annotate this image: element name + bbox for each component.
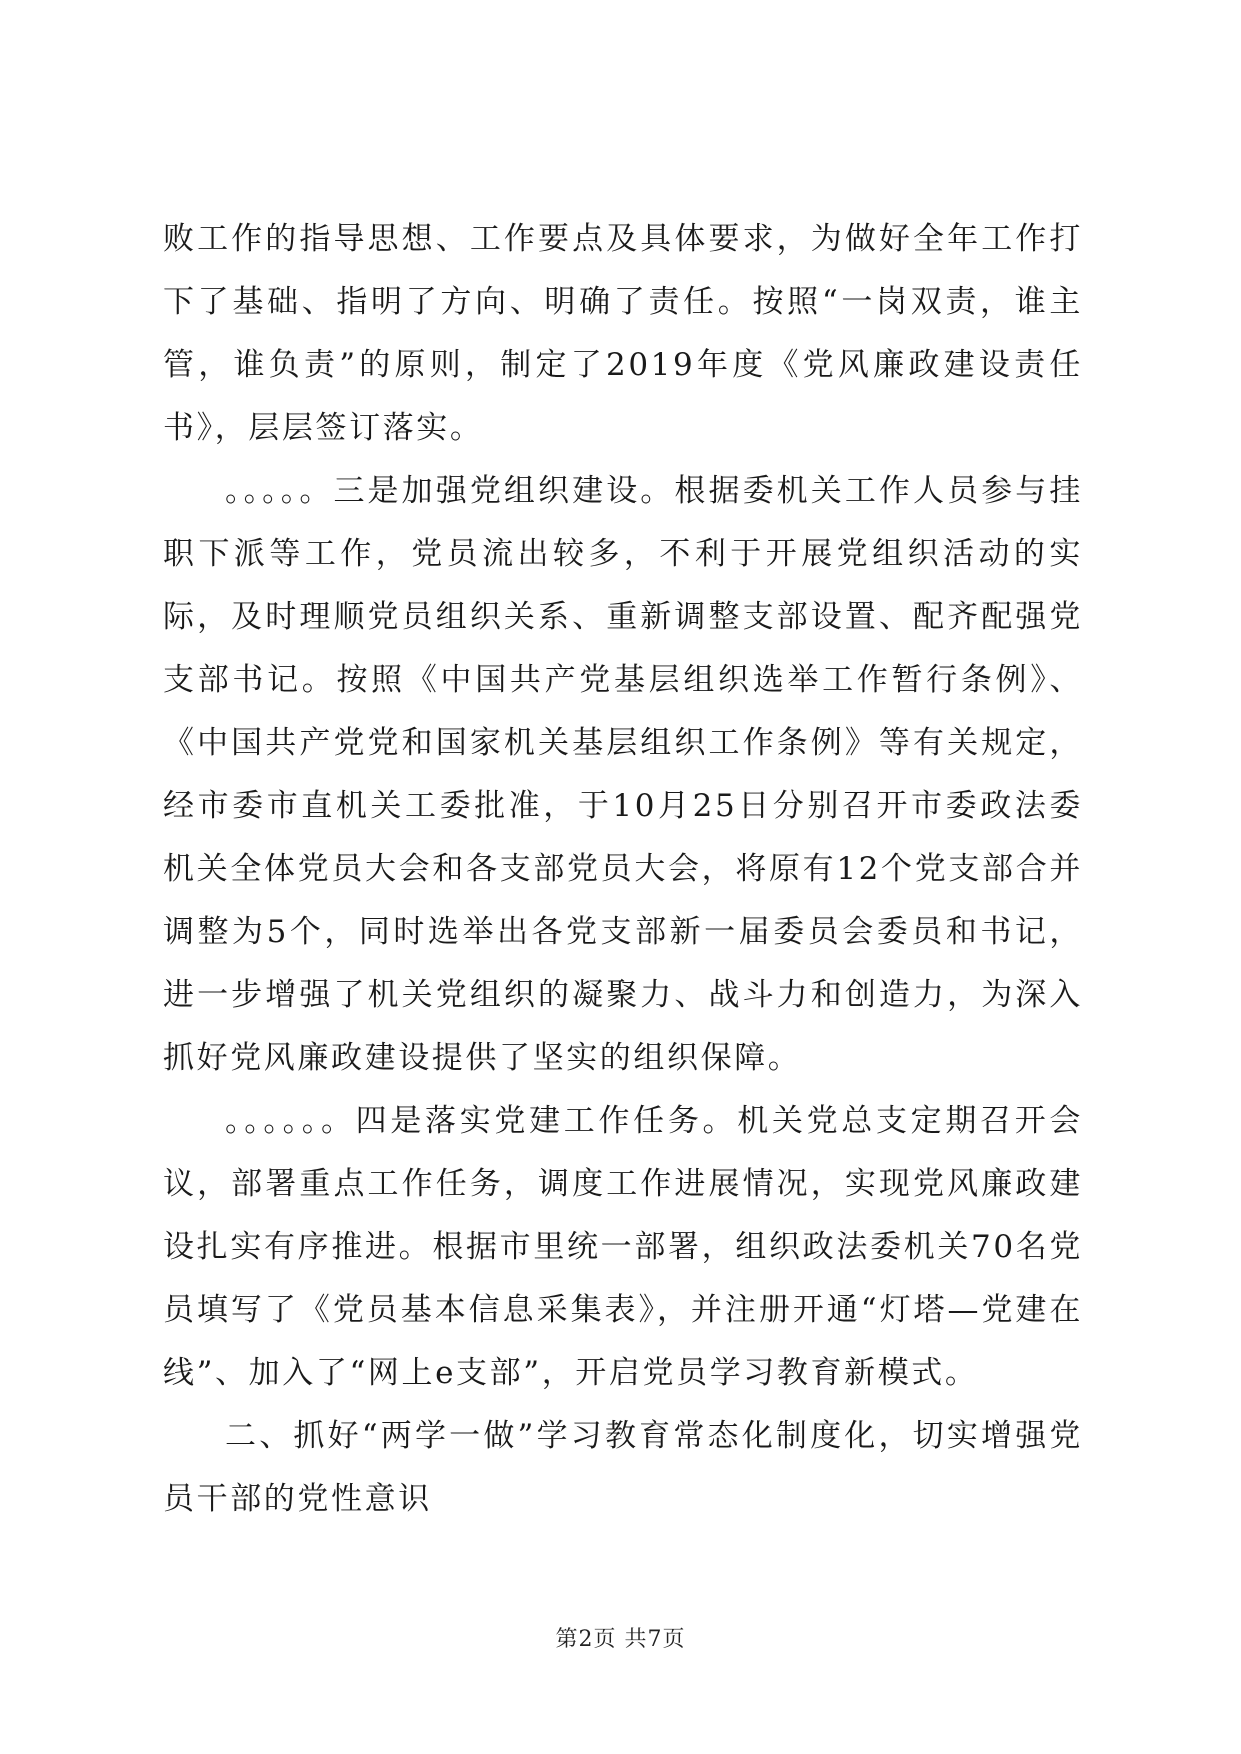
paragraph-continuation: 败工作的指导思想、工作要点及具体要求，为做好全年工作打下了基础、指明了方向、明确了责任。按照“一岗双责，谁主管，谁负责”的原则，制定了2019年度《党风廉政建设责任书》，层层签订落实。 xyxy=(163,221,1083,446)
paragraph-party-organization: 。。。。。三是加强党组织建设。根据委机关工作人员参与挂职下派等工作，党员流出较多，不利于开展党组织活动的实际，及时理顺党员组织关系、重新调整支部设置、配齐配强党支部书记。按照《中国共产党基层组织选举工作暂行条例》、《中国共产党党和国家机关基层组织工作条例》等有关规定，经市委市直机关工委批准，于10月25日分别召开市委政法委机关全体党员大会和各支部党员大会，将原有12个党支部合并调整为5个，同时选举出各党支部新一届委员会委员和书记，进一步增强了机关党组织的凝聚力、战斗力和创造力，为深入抓好党风廉政建设提供了坚实的组织保障。 xyxy=(163,473,1083,1076)
section-heading-two-studies: 二、抓好“两学一做”学习教育常态化制度化，切实增强党员干部的党性意识 xyxy=(163,1418,1083,1517)
document-body xyxy=(163,208,1083,1531)
page-number-footer: 第2页 共7页 xyxy=(555,1627,686,1652)
paragraph-party-building-tasks: 。。。。。。四是落实党建工作任务。机关党总支定期召开会议，部署重点工作任务，调度工作进展情况，实现党风廉政建设扎实有序推进。根据市里统一部署，组织政法委机关70名党员填写了《党员基本信息采集表》，并注册开通“灯塔—党建在线”、加入了“网上e支部”，开启党员学习教育新模式。 xyxy=(163,1103,1083,1391)
